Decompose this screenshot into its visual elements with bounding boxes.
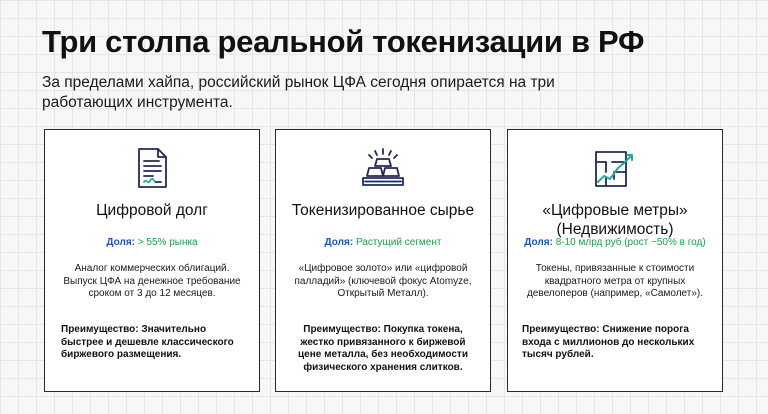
share-value: 8-10 млрд руб (рост ~50% в год) (555, 237, 706, 248)
card-digital-meters (507, 129, 723, 392)
document-contract-icon (45, 146, 259, 190)
card-advantage: Преимущество: Снижение порога входа с миллионов до нескольких тысяч рублей. (522, 324, 695, 360)
share-value: Растущий сегмент (355, 237, 442, 248)
share-value: > 55% рынка (137, 237, 198, 248)
floor-plan-growth-icon (508, 146, 722, 190)
card-digital-debt (44, 129, 260, 392)
card-description: Аналог коммерческих облигаций. Выпуск ЦФА на денежное требование сроком от 3 до 12 месяцев. (63, 263, 241, 299)
card-title: «Цифровые метры» (Недвижимость) (542, 202, 688, 238)
card-title: Токенизированное сырье (291, 202, 475, 219)
card-tokenized-commodities (275, 129, 491, 392)
share-label: Доля: (324, 237, 354, 248)
share-line (49, 237, 255, 248)
share-label: Доля: (524, 237, 553, 248)
share-label: Доля: (106, 237, 135, 248)
gold-bars-icon (276, 146, 490, 190)
page-subtitle: За пределами хайпа, российский рынок ЦФА сегодня опирается на три работающих инструмента. (42, 74, 555, 111)
card-title: Цифровой долг (96, 202, 208, 219)
card-description: Токены, привязанные к стоимости квадратного метра от крупных девелоперов (например, «Самолет»). (526, 263, 704, 299)
page-title: Три столпа реальной токенизации в РФ (42, 24, 645, 59)
share-line (512, 237, 718, 248)
card-description: «Цифровое золото» или «цифровой палладий» (ключевой фокус Atomyze, Открытый Металл). (294, 263, 472, 299)
card-advantage: Преимущество: Покупка токена, жестко привязанного к биржевой цене металла, без необходимости физического хранения слитков. (298, 324, 468, 373)
card-advantage: Преимущество: Значительно быстрее и дешевле классического биржевого размещения. (61, 324, 234, 360)
share-line (280, 237, 486, 248)
